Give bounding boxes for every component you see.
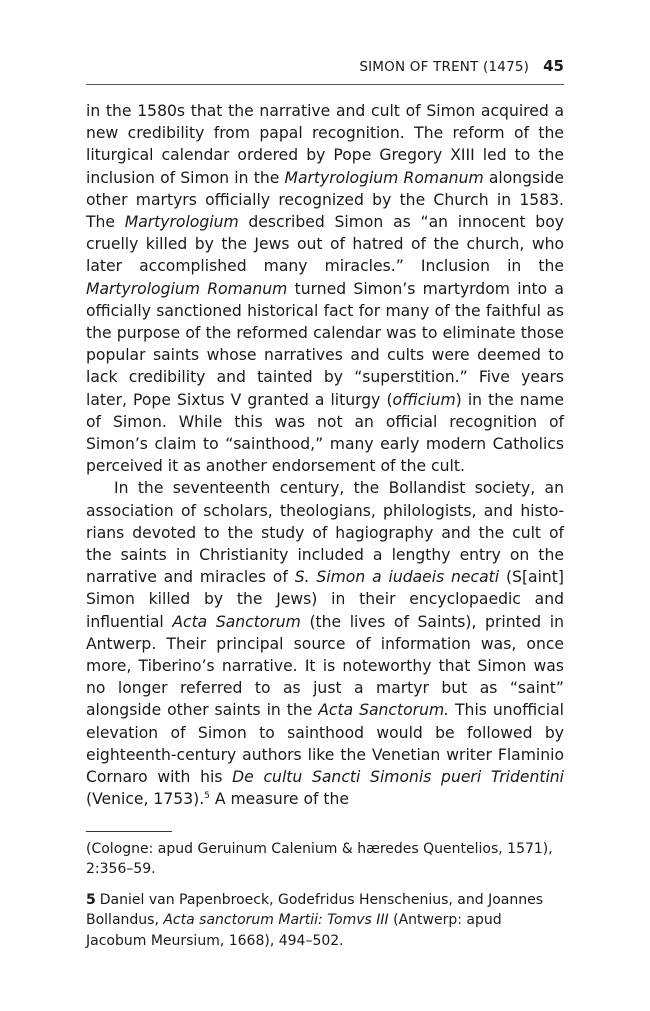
italic-run: Martyrologium Romanum	[86, 279, 288, 298]
footnote-5	[86, 890, 564, 951]
italic-run: S. Simon a iudaeis necati	[294, 568, 500, 587]
italic-run: Martyrologium Romanum	[284, 168, 484, 187]
italic-run: officium	[392, 390, 456, 409]
main-text	[86, 100, 564, 811]
running-title: SIMON OF TRENT (1475)	[359, 59, 530, 75]
footnote-ref: 5	[204, 791, 210, 802]
paragraph-2: In the seventeenth century, the Bollandist society, an association of scholars, theologians, philologists, and historians devoted to the study of hagiography and the cult of the saints in Christianity included a lengthy entry on the narrative and miracles of S. Simon a iudaeis necati (S[aint] Simon killed by the Jews) in their encyclopaedic and influential Acta Sanctorum (the lives of Saints), printed in Antwerp. Their principal source of information was, once more, Tiberino’s narrative. It is noteworthy that Simon was no longer referred to as just a martyr but as “saint” alongside other saints in the Acta Sanctorum. This unofficial elevation of Simon to sainthood would be followed by eighteenth-century authors like the Venetian writer Flaminio Cornaro with his De cultu Sancti Simonis pueri Tridentini (Venice, 1753).$^5$ A measure of the	[86, 479, 564, 809]
footnote-5-text: Daniel van Papenbroeck, Godefridus Henschenius, and Joannes Bollandus, Acta sanctorum Martii: Tomvs III (Antwerp: apud Jacobum Meursium, 1668), 494–502.	[86, 891, 544, 949]
italic-run: Acta Sanctorum	[172, 612, 301, 631]
footnote-continuation: (Cologne: apud Geruinum Calenium & hæredes Quentelios, 1571), 2:356–59.	[86, 841, 553, 878]
italic-run: De cultu Sancti Simonis pueri Tridentini	[232, 768, 564, 787]
italic-run: Acta sanctorum Martii: Tomvs III	[163, 912, 389, 929]
footnote-5-number: 5	[86, 891, 96, 908]
paragraph-1: in the 1580s that the narrative and cult of Simon acquired a new credibility from papal recognition. The reform of the liturgical calendar ordered by Pope Gregory XIII led to the inclusion of Simon in the Martyrologium Romanum alongside other martyrs officially recognized by the Church in 1583. The Martyrologium described Simon as “an innocent boy cruelly killed by the Jews out of hatred of the church, who later accomplished many miracles.” Inclusion in the Martyrologium Romanum turned Simon’s martyrdom into a officially sanctioned historical fact for many of the faithful as the purpose of the reformed calendar was to eliminate those popular saints whose narratives and cults were deemed to lack credibility and tainted by “superstition.” Five years later, Pope Sixtus V granted a liturgy (officium) in the name of Simon. While this was not an official recognition of Simon’s claim to “sainthood,” many early modern Catholics perceived it as another endorsement of the cult.	[86, 102, 564, 476]
page-number: 45	[543, 57, 564, 75]
footnotes	[86, 839, 564, 961]
footnote-rule	[86, 831, 172, 832]
running-head	[86, 56, 564, 85]
italic-run: Martyrologium	[124, 213, 239, 232]
italic-run: Acta Sanctorum.	[318, 701, 450, 720]
